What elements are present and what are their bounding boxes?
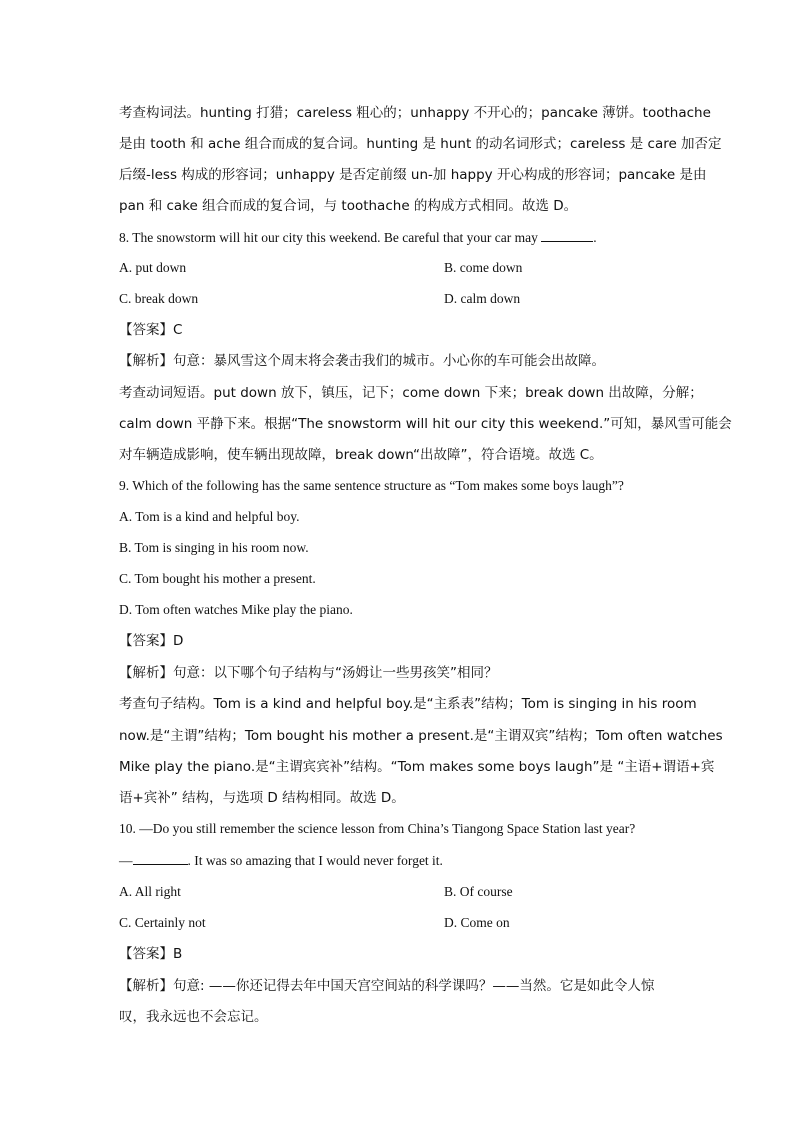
q8-explanation-line-1: 【解析】句意：暴风雪这个周末将会袭击我们的城市。小心你的车可能会出故障。 [119, 353, 605, 369]
q9-option-a: A. Tom is a kind and helpful boy. [119, 509, 300, 524]
q8-stem [119, 227, 597, 248]
q9-explanation-line-1: 【解析】句意：以下哪个句子结构与“汤姆让一些男孩笑”相同？ [119, 665, 498, 681]
q8-explanation-line-3: calm down 平静下来。根据“The snowstorm will hit our city this weekend.”可知，暴风雪可能会 [119, 416, 732, 432]
q10-response [119, 850, 443, 871]
q9-stem: 9. Which of the following has the same sentence structure as “Tom makes some boys laugh”? [119, 478, 624, 493]
q8-blank [541, 227, 593, 242]
q10-explanation-line-2: 叹，我永远也不会忘记。 [119, 1009, 268, 1025]
q9-explanation-line-4: Mike play the piano.是“主谓宾宾补”结构。“Tom makes some boys laugh”是 “主语+谓语+宾 [119, 759, 715, 775]
q10-answer: 【答案】B [119, 946, 183, 962]
q9-option-d: D. Tom often watches Mike play the piano. [119, 602, 353, 617]
q8-stem-end: . [593, 230, 597, 245]
q8-explanation-line-4: 对车辆造成影响，使车辆出现故障，break down“出故障”，符合语境。故选 C。 [119, 447, 603, 463]
q9-answer: 【答案】D [119, 633, 184, 649]
q8-stem-text: 8. The snowstorm will hit our city this weekend. Be careful that your car may [119, 230, 542, 245]
prev-explanation-line-4: pan 和 cake 组合而成的复合词，与 toothache 的构成方式相同。故选 D。 [119, 198, 578, 214]
q10-option-c: C. Certainly not [119, 915, 206, 930]
q10-option-b: B. Of course [444, 884, 513, 899]
q9-explanation-line-3: now.是“主谓”结构；Tom bought his mother a present.是“主谓双宾”结构；Tom often watches [119, 728, 723, 744]
q10-response-text: . It was so amazing that I would never forget it. [187, 853, 443, 868]
q10-stem: 10. —Do you still remember the science lesson from China’s Tiangong Space Station last year? [119, 821, 636, 836]
q8-option-c: C. break down [119, 291, 199, 306]
q8-option-d: D. calm down [444, 291, 521, 306]
q9-explanation-line-5: 语+宾补” 结构，与选项 D 结构相同。故选 D。 [119, 790, 405, 806]
q8-explanation-line-2: 考查动词短语。put down 放下，镇压，记下；come down 下来；break down 出故障，分解； [119, 385, 703, 401]
q9-option-b: B. Tom is singing in his room now. [119, 540, 309, 555]
prev-explanation-line-2: 是由 tooth 和 ache 组合而成的复合词。hunting 是 hunt 的动名词形式；careless 是 care 加否定 [119, 136, 722, 152]
q10-option-d: D. Come on [444, 915, 510, 930]
q10-response-dash: — [119, 853, 133, 868]
q8-answer: 【答案】C [119, 322, 183, 338]
prev-explanation-line-1: 考查构词法。hunting 打猎；careless 粗心的；unhappy 不开心的；pancake 薄饼。toothache [119, 105, 711, 121]
q10-blank [133, 850, 188, 865]
q10-option-a: A. All right [119, 884, 181, 899]
q10-explanation-line-1: 【解析】句意: ——你还记得去年中国天宫空间站的科学课吗？——当然。它是如此令人惊 [119, 978, 655, 994]
q8-option-a: A. put down [119, 260, 187, 275]
q8-option-b: B. come down [444, 260, 523, 275]
q9-explanation-line-2: 考查句子结构。Tom is a kind and helpful boy.是“主系表”结构；Tom is singing in his room [119, 696, 697, 712]
q9-option-c: C. Tom bought his mother a present. [119, 571, 316, 586]
prev-explanation-line-3: 后缀-less 构成的形容词；unhappy 是否定前缀 un-加 happy 开心构成的形容词；pancake 是由 [119, 167, 707, 183]
